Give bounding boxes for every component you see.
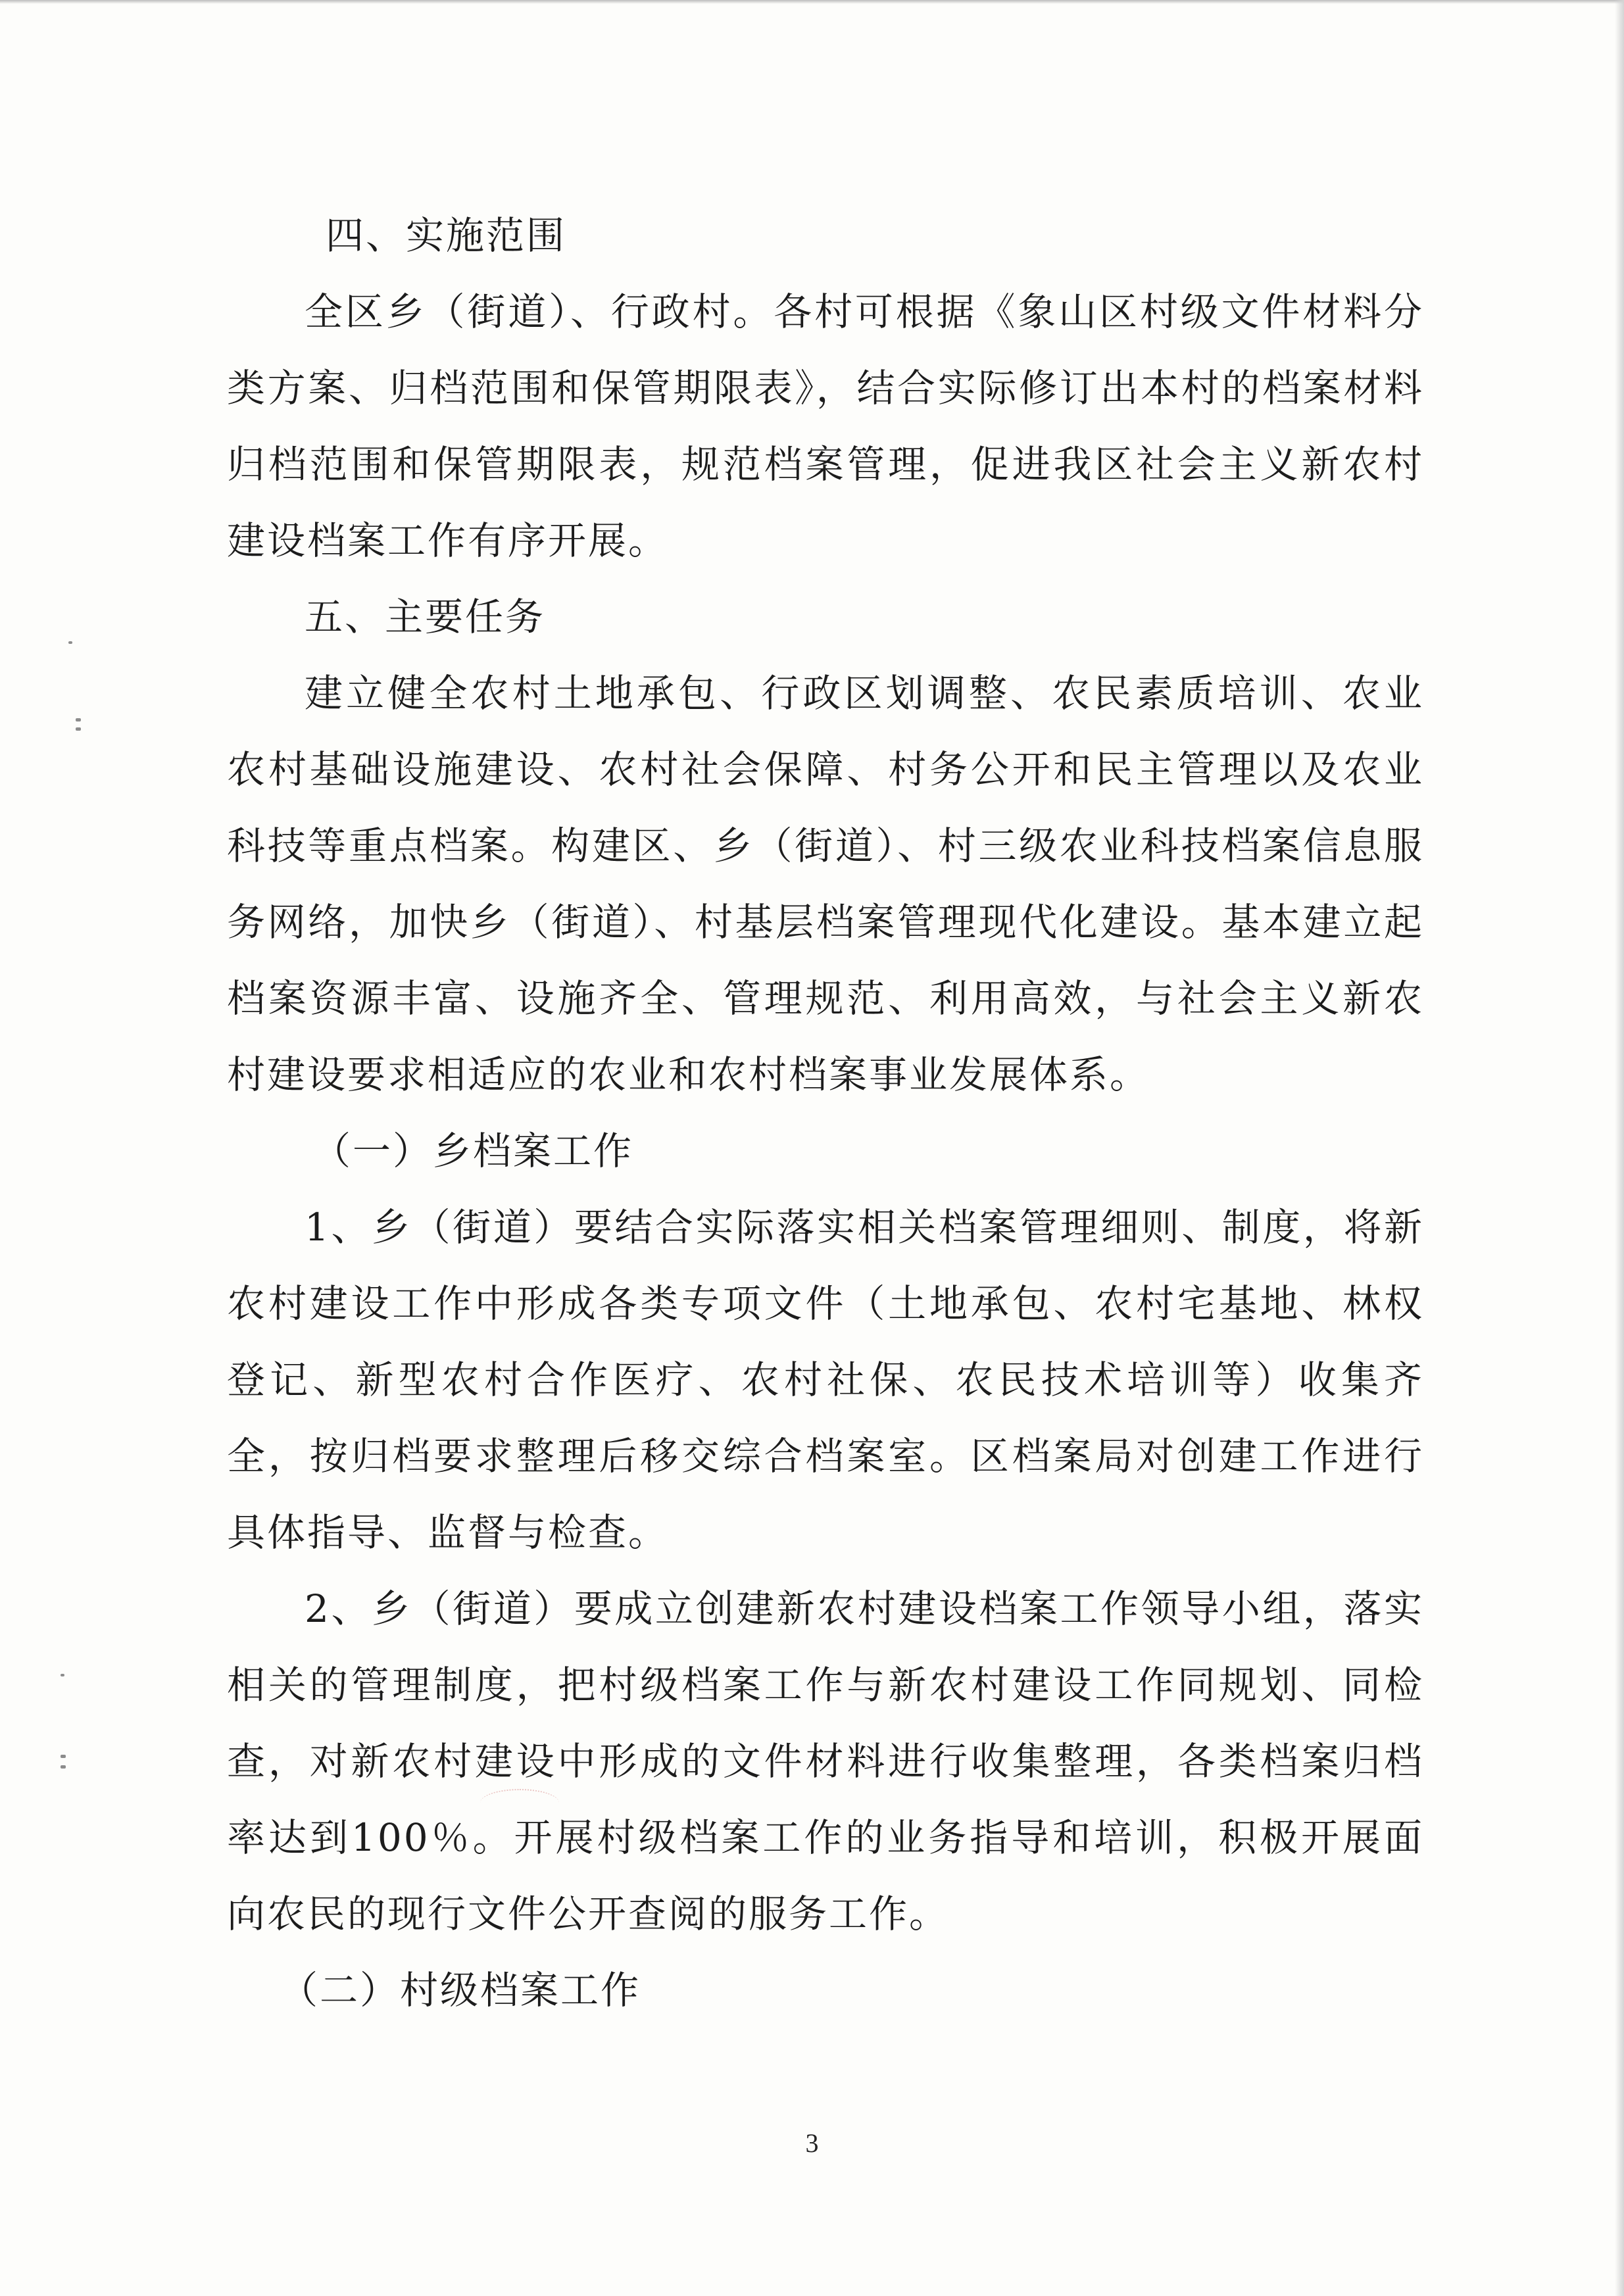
paragraph-item-one: 1、乡（街道）要结合实际落实相关档案管理细则、制度，将新农村建设工作中形成各类专项文件（土地承包、农村宅基地、林权登记、新型农村合作医疗、农村社保、农民技术培训等）收集齐全，按归档要求整理后移交综合档案室。区档案局对创建工作进行具体指导、监督与检查。: [227, 1205, 1424, 1555]
scan-speck: [76, 727, 81, 731]
scan-speck: [61, 1674, 64, 1676]
scan-speck: [76, 718, 81, 721]
paragraph-item-two: 2、乡（街道）要成立创建新农村建设档案工作领导小组，落实相关的管理制度，把村级档案工作与新农村建设工作同规划、同检查，对新农村建设中形成的文件材料进行收集整理，各类档案归档率达到100％。开展村级档案工作的业务指导和培训，积极开展面向农民的现行文件公开查阅的服务工作。: [227, 1586, 1424, 1936]
heading-section-five: 五、主要任务: [305, 595, 546, 639]
scan-edge-top: [0, 0, 1624, 4]
page-number: 3: [805, 2128, 819, 2158]
heading-sub-two: （二）村级档案工作: [280, 1968, 641, 2013]
scan-speck: [61, 1765, 66, 1769]
scan-speck: [61, 1755, 66, 1758]
scan-edge-right: [1615, 0, 1624, 2296]
paragraph-scope: 全区乡（街道）、行政村。各村可根据《象山区村级文件材料分类方案、归档范围和保管期限表》，结合实际修订出本村的档案材料归档范围和保管期限表，规范档案管理，促进我区社会主义新农村建设档案工作有序开展。: [227, 289, 1424, 563]
document-body: [227, 197, 1424, 2028]
heading-section-four: 四、实施范围: [326, 213, 567, 258]
heading-sub-one: （一）乡档案工作: [312, 1129, 634, 1173]
paragraph-tasks: 建立健全农村土地承包、行政区划调整、农民素质培训、农业农村基础设施建设、农村社会保障、村务公开和民主管理以及农业科技等重点档案。构建区、乡（街道）、村三级农业科技档案信息服务网络，加快乡（街道）、村基层档案管理现代化建设。基本建立起档案资源丰富、设施齐全、管理规范、利用高效，与社会主义新农村建设要求相适应的农业和农村档案事业发展体系。: [227, 671, 1424, 1097]
scan-speck: [68, 641, 72, 644]
